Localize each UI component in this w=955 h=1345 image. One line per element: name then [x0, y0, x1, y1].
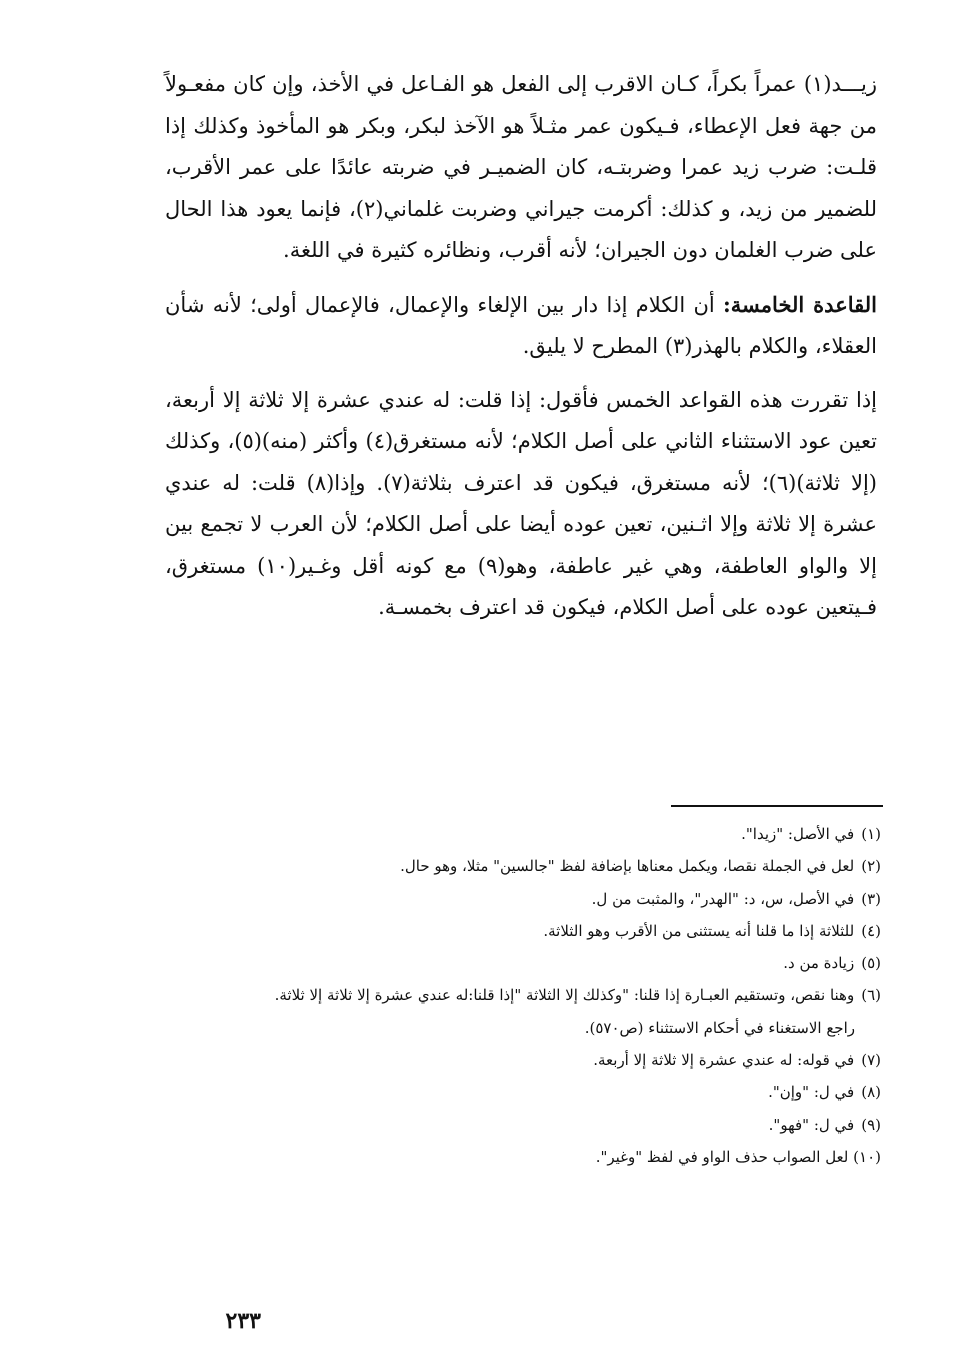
footnote-text: في ل: "فهو". [768, 1115, 855, 1134]
footnote-6 [165, 979, 881, 1011]
footnote-text: في ل: "وإن". [768, 1083, 855, 1102]
page-number: ٢٣٣ [225, 1308, 261, 1334]
footnote-5 [165, 947, 881, 979]
paragraph-2 [165, 284, 877, 368]
footnote-text: راجع الاستغناء في أحكام الاستثناء (ص٥٧٠). [584, 1018, 855, 1037]
footnote-text: في قوله: له عندي عشرة إلا ثلاثة إلا أربعة. [593, 1051, 855, 1070]
footnote-number: (٢) [861, 857, 881, 876]
footnote-number: (٩) [861, 1115, 881, 1134]
footnote-number: (٣) [861, 889, 881, 908]
footnote-number: (٥) [861, 954, 881, 973]
footnote-6-continuation [165, 1012, 881, 1044]
footnote-number: (١) [861, 825, 881, 843]
footnote-text: في الأصل: "زيدا". [741, 825, 855, 843]
footnote-text: في الأصل، س، د: "الهدر"، والمثبت من ل. [591, 889, 855, 908]
footnote-number: (٤) [861, 921, 881, 940]
paragraph-3-text: إذا تقررت هذه القواعد الخمس فأقول: إذا قلت: له عندي عشرة إلا ثلاثة إلا أربعة، تعين عود الاستثناء الثاني على أصل الكلام؛ لأنه مستغرق(٤) وأكثر (منه)(٥)، وكذلك (إلا ثلاثة)(٦)؛ لأنه مستغرق، فيكون قد اعترف بثلاثة(٧). وإذا(٨) قلت: له عندي عشرة إلا ثلاثة وإلا اثـنين، تعين عوده أيضا على أصل الكلام؛ لأن العرب لا تجمع بين إلا والواو العاطفة، وهي غير عاطفة، وهو(٩) مع كونه أقل وغـير(١٠) مستغرق، فـيتعين عوده على أصل الكلام، فيكون قد اعترف بخمسـة. [165, 387, 878, 619]
footnote-2 [165, 850, 881, 882]
footnote-4 [165, 915, 881, 947]
footnote-8 [165, 1076, 881, 1108]
footnote-number: (٦) [861, 986, 881, 1005]
footnote-9 [165, 1109, 881, 1141]
footnote-text: لعل الصواب حذف الواو في لفظ "وغير". [595, 1147, 849, 1166]
paragraph-2-lead: القاعدة الخامسة: [723, 291, 877, 317]
paragraph-1-text: زيـــد(١) عمراً بكراً، كـان الاقرب إلى الفعل هو الفـاعل في الأخذ، وإن كان مفعـولاً من جهة فعل الإعطاء، فـيكون عمر مثـلاً هو الآخذ لبكر، وبكر هو المأخوذ وكذلك إذا قلـت: ضرب زيد عمرا وضربتـه، كان الضميـر في ضربته عائدًا على عمر الأقرب، للضمير من زيد، و كذلك: أكرمت جيراني وضربت غلماني(٢)، فإنما يعود هذا الحال على ضرب الغلمان دون الجيران؛ لأنه أقرب، ونظائره كثيرة في اللغة. [165, 72, 877, 262]
paragraph-2-text: أن الكلام إذا دار بين الإلغاء والإعمال، فالإعمال أولى؛ لأنه شأن العقلاء، والكلام بالهذر(٣) المطرح لا يليق. [165, 292, 877, 358]
footnote-number: (٧) [861, 1051, 881, 1070]
footnote-text: لعل في الجملة نقصا، ويكمل معناها بإضافة لفظ "جالسين" مثلا، وهو حال. [400, 857, 855, 876]
footnote-text: وهنا نقص، وتستقيم العبـارة إذا قلنا: "وكذلك إلا الثلاثة "إذا قلنا:له عندي عشرة إلا ثلاثة إلا ثلاثة. [274, 986, 855, 1005]
footnote-number: (١٠) [853, 1147, 881, 1166]
paragraph-1 [165, 64, 877, 272]
footnote-text: زيادة من د. [783, 954, 855, 973]
main-text [165, 64, 877, 641]
footnote-1 [165, 818, 881, 850]
footnote-text: للثلاثة إذا ما قلنا أنه يستثنى من الأقرب وهو الثلاثة. [543, 921, 855, 940]
footnotes [165, 818, 881, 1173]
footnote-divider [671, 805, 883, 807]
footnote-7 [165, 1044, 881, 1076]
footnote-10 [165, 1141, 881, 1173]
footnote-3 [165, 883, 881, 915]
footnote-number: (٨) [861, 1083, 881, 1102]
paragraph-3 [165, 380, 877, 629]
